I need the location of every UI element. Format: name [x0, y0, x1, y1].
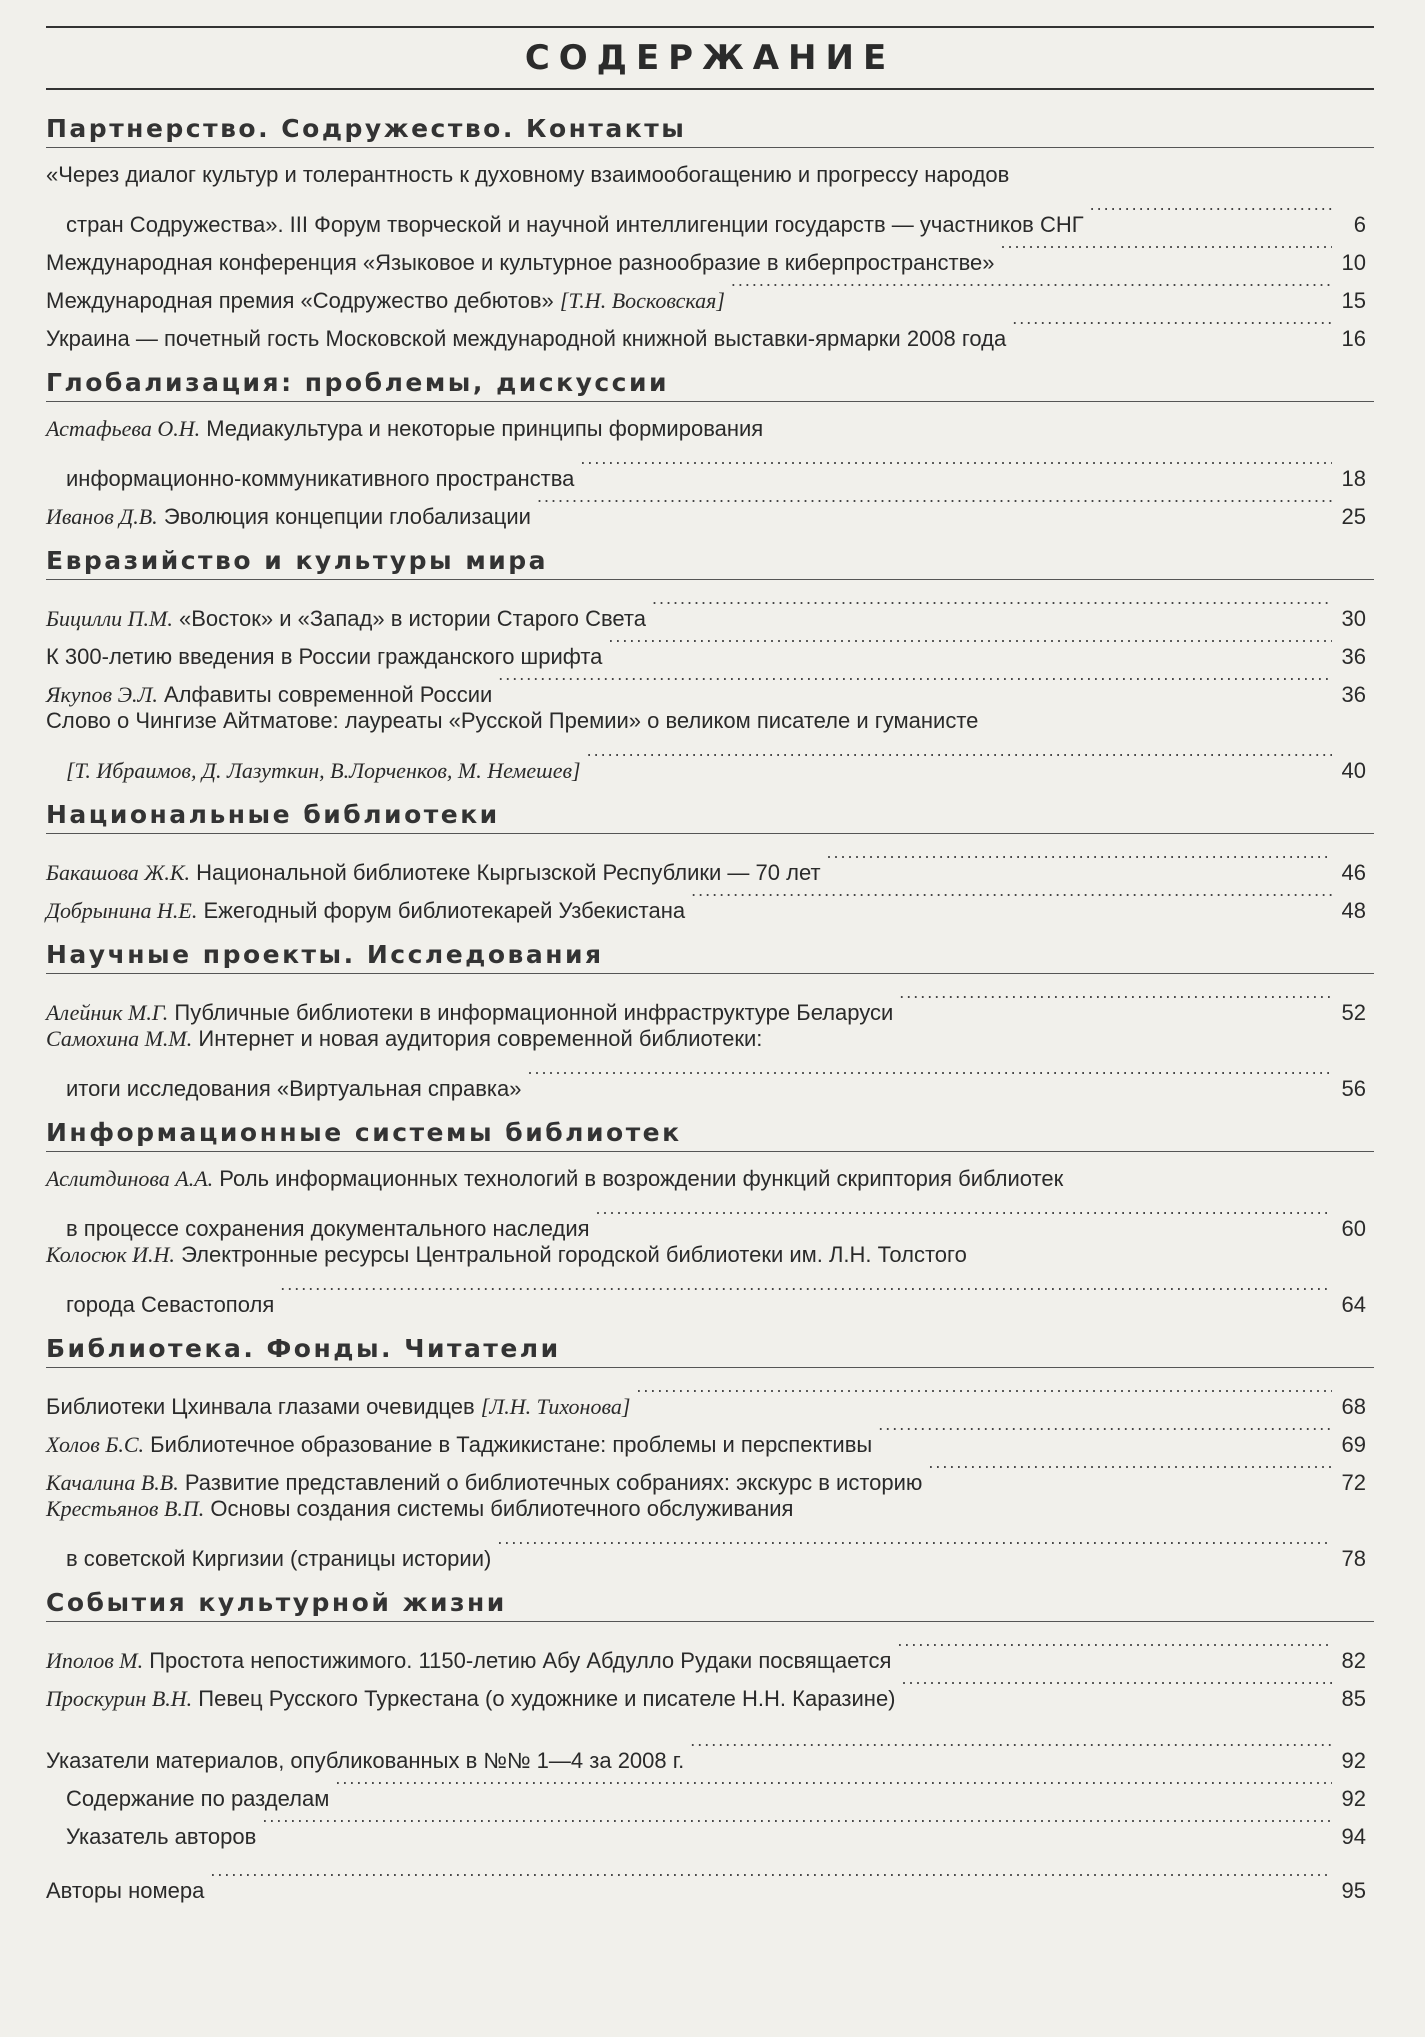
section-title: Информационные системы библиотек: [46, 1118, 1374, 1152]
section-title: Национальные библиотеки: [46, 800, 1374, 834]
entry-text: [46, 892, 685, 930]
entry-title: Библиотечное образование в Таджикистане: проблемы и перспективы: [150, 1432, 873, 1457]
dot-leader: [690, 1730, 1332, 1768]
toc-entry: [46, 156, 1374, 237]
dot-leader: [1090, 194, 1332, 232]
page-number: 46: [1341, 860, 1366, 885]
entry-title: города Севастополя: [66, 1292, 275, 1317]
dot-leader: [691, 880, 1332, 918]
toc-entry: [46, 1490, 1374, 1571]
toc-line: [46, 410, 1374, 448]
entry-text: [46, 156, 1009, 194]
entry-author: Крестьянов В.П.: [46, 1496, 205, 1521]
entry-title: Роль информационных технологий в возрождении функций скриптория библиотек: [219, 1166, 1064, 1191]
authors-list: [46, 1860, 1374, 1903]
entry-text: [46, 1426, 872, 1464]
entry-text: [46, 1236, 967, 1274]
dot-leader: [280, 1274, 1332, 1312]
toc-sections: [46, 114, 1374, 1711]
entry-text: [46, 1020, 762, 1058]
entry-title: стран Содружества». III Форум творческой и научной интеллигенции государств — участников СНГ: [66, 212, 1084, 237]
toc-line: [46, 1236, 1374, 1274]
dot-leader: [731, 270, 1332, 308]
toc-line: [46, 1274, 1374, 1317]
page-number: 78: [1341, 1546, 1366, 1571]
dot-leader: [596, 1198, 1332, 1236]
entry-title: К 300-летию введения в России гражданского шрифта: [46, 644, 603, 669]
section-title: Научные проекты. Исследования: [46, 940, 1374, 974]
page-number: 85: [1341, 1686, 1366, 1711]
entry-title: Публичные библиотеки в информационной инфраструктуре Беларуси: [174, 1000, 894, 1025]
toc-section: [46, 114, 1374, 351]
toc-line: [46, 1630, 1374, 1673]
entry-author: Самохина М.М.: [46, 1026, 193, 1051]
entry-text: [46, 1872, 204, 1910]
entry-title: Развитие представлений о библиотечных собраниях: экскурс в историю: [184, 1470, 923, 1495]
toc-section: [46, 1334, 1374, 1571]
entry-text: [46, 498, 531, 536]
entry-title: Указатель авторов: [66, 1824, 257, 1849]
toc-line: [46, 1160, 1374, 1198]
entry-title: Международная конференция «Языковое и культурное разнообразие в киберпространстве»: [46, 250, 995, 275]
toc-line: [46, 842, 1374, 885]
toc-line: [46, 1058, 1374, 1101]
page-number: 95: [1341, 1878, 1366, 1903]
entry-title: Содержание по разделам: [66, 1786, 330, 1811]
page-number: 16: [1341, 326, 1366, 351]
entry-author: Астафьева О.Н.: [46, 416, 201, 441]
entry-title: в процессе сохранения документального наследия: [66, 1216, 590, 1241]
page-number: 60: [1341, 1216, 1366, 1241]
toc-line: [46, 1376, 1374, 1419]
toc-line: [46, 982, 1374, 1025]
page-number: 56: [1341, 1076, 1366, 1101]
toc-line: [46, 1490, 1374, 1528]
page-number: 82: [1341, 1648, 1366, 1673]
entry-text: [46, 1642, 891, 1680]
entry-title: Эволюция концепции глобализации: [163, 504, 531, 529]
entry-text: [46, 282, 725, 320]
entry-title: Медиакультура и некоторые принципы формирования: [206, 416, 764, 441]
page-number: 18: [1341, 466, 1366, 491]
toc-line: [46, 156, 1374, 194]
page-number: 52: [1341, 1000, 1366, 1025]
entry-contributors: [Т.Н. Восковская]: [559, 288, 725, 313]
toc-entry: [46, 982, 1374, 1025]
toc-section: [46, 1588, 1374, 1711]
page-number: 92: [1341, 1748, 1366, 1773]
entry-title: Электронные ресурсы Центральной городской библиотеки им. Л.Н. Толстого: [181, 1242, 967, 1267]
entry-title: Указатели материалов, опубликованных в №№ 1—4 за 2008 г.: [46, 1748, 685, 1773]
entry-text: [66, 206, 1084, 244]
dot-leader: [528, 1058, 1333, 1096]
entry-title: Алфавиты современной России: [164, 682, 493, 707]
entry-title: информационно-коммуникативного пространства: [66, 466, 575, 491]
page-number: 40: [1341, 758, 1366, 783]
section-title: Библиотека. Фонды. Читатели: [46, 1334, 1374, 1368]
dot-leader: [652, 588, 1332, 626]
toc-section: [46, 940, 1374, 1101]
toc-line: [46, 1020, 1374, 1058]
entry-title: «Восток» и «Запад» в истории Старого Света: [179, 606, 646, 631]
dot-leader: [587, 740, 1332, 778]
dot-leader: [497, 1528, 1332, 1566]
entry-text: [66, 460, 574, 498]
page-number: 68: [1341, 1394, 1366, 1419]
page-number: 25: [1341, 504, 1366, 529]
entry-text: [46, 320, 1006, 358]
entry-contributors: [Т. Ибраимов, Д. Лазуткин, В.Лорченков, М. Немешев]: [66, 758, 581, 783]
entry-title: Простота непостижимого. 1150-летию Абу Абдулло Рудаки посвящается: [149, 1648, 892, 1673]
entry-author: Холов Б.С.: [46, 1432, 145, 1457]
toc-line: [46, 1528, 1374, 1571]
entry-author: Добрынина Н.Е.: [46, 898, 198, 923]
entry-title: Библиотеки Цхинвала глазами очевидцев: [46, 1394, 475, 1419]
page-number: 94: [1341, 1824, 1366, 1849]
dot-leader: [210, 1860, 1332, 1898]
page-number: 72: [1341, 1470, 1366, 1495]
entry-author: Алейник М.Г.: [46, 1000, 169, 1025]
toc-line: [46, 1860, 1374, 1903]
page-number: 15: [1341, 288, 1366, 313]
entry-author: Проскурин В.Н.: [46, 1686, 193, 1711]
dot-leader: [636, 1376, 1332, 1414]
dot-leader: [537, 486, 1332, 524]
entry-title: Украина — почетный гость Московской международной книжной выставки-ярмарки 2008 года: [46, 326, 1007, 351]
entry-author: Иполов М.: [46, 1648, 144, 1673]
page-number: 6: [1353, 212, 1366, 237]
dot-leader: [1012, 308, 1332, 346]
page-number: 48: [1341, 898, 1366, 923]
entry-title: Авторы номера: [46, 1878, 205, 1903]
entry-text: [66, 1818, 256, 1856]
entry-text: [46, 1160, 1063, 1198]
section-title: Партнерство. Содружество. Контакты: [46, 114, 1374, 148]
entry-author: Колосюк И.Н.: [46, 1242, 175, 1267]
entry-author: Бакашова Ж.К.: [46, 860, 190, 885]
section-title: Евразийство и культуры мира: [46, 546, 1374, 580]
dot-leader: [827, 842, 1332, 880]
entry-contributors: [Л.Н. Тихонова]: [480, 1394, 631, 1419]
section-title: События культурной жизни: [46, 1588, 1374, 1622]
toc-entry: [46, 842, 1374, 885]
entry-title: Слово о Чингизе Айтматове: лауреаты «Русской Премии» о великом писателе и гуманисте: [46, 708, 979, 733]
section-title: Глобализация: проблемы, дискуссии: [46, 368, 1374, 402]
page-number: 64: [1341, 1292, 1366, 1317]
entry-text: [66, 1540, 491, 1578]
entry-text: [66, 1286, 274, 1324]
entry-title: «Через диалог культур и толерантность к духовному взаимообогащению и прогрессу народов: [46, 162, 1010, 187]
entry-title: Певец Русского Туркестана (о художнике и писателе Н.Н. Каразине): [198, 1686, 896, 1711]
toc-line: [46, 448, 1374, 491]
entry-title: Основы создания системы библиотечного обслуживания: [210, 1496, 794, 1521]
entry-text: [46, 1388, 630, 1426]
page-number: 10: [1341, 250, 1366, 275]
dot-leader: [897, 1630, 1332, 1668]
entry-text: [46, 1680, 896, 1718]
dot-leader: [335, 1768, 1332, 1806]
entry-text: [46, 1490, 793, 1528]
toc-line: [46, 702, 1374, 740]
toc-section: [46, 800, 1374, 923]
toc-entry: [46, 1160, 1374, 1241]
page-number: 36: [1341, 682, 1366, 707]
toc-entry: [46, 588, 1374, 631]
entry-title: Ежегодный форум библиотекарей Узбекистана: [203, 898, 686, 923]
toc-section: [46, 546, 1374, 783]
entry-author: Якупов Э.Л.: [46, 682, 158, 707]
entry-text: [66, 752, 581, 790]
entry-title: Международная премия «Содружество дебютов»: [46, 288, 554, 313]
toc-entry: [46, 1236, 1374, 1317]
toc-line: [46, 588, 1374, 631]
page-number: 69: [1341, 1432, 1366, 1457]
dot-leader: [878, 1414, 1332, 1452]
dot-leader: [498, 664, 1332, 702]
dot-leader: [928, 1452, 1332, 1490]
toc-line: [46, 1198, 1374, 1241]
toc-entry: [46, 1376, 1374, 1419]
dot-leader: [1001, 232, 1332, 270]
page-number: 92: [1341, 1786, 1366, 1811]
toc-entry: [46, 1020, 1374, 1101]
dot-leader: [902, 1668, 1332, 1706]
dot-leader: [262, 1806, 1332, 1844]
dot-leader: [608, 626, 1332, 664]
entry-title: Национальной библиотеке Кыргызской Республики — 70 лет: [196, 860, 821, 885]
entry-author: Качалина В.В.: [46, 1470, 179, 1495]
entry-title: итоги исследования «Виртуальная справка»: [66, 1076, 522, 1101]
toc-line: [46, 740, 1374, 783]
toc-entry: [46, 702, 1374, 783]
entry-title: Интернет и новая аудитория современной библиотеки:: [198, 1026, 763, 1051]
toc-entry: [46, 1630, 1374, 1673]
index-list: [46, 1730, 1374, 1849]
entry-text: [46, 600, 646, 638]
toc-entry: [46, 410, 1374, 491]
entry-text: [66, 1070, 522, 1108]
toc-line: [46, 1730, 1374, 1773]
page-number: 30: [1341, 606, 1366, 631]
dot-leader: [899, 982, 1332, 1020]
toc-section: [46, 1118, 1374, 1317]
entry-author: Иванов Д.В.: [46, 504, 158, 529]
entry-author: Бицилли П.М.: [46, 606, 173, 631]
entry-text: [46, 410, 763, 448]
toc-line: [46, 194, 1374, 237]
entry-author: Аслитдинова А.А.: [46, 1166, 214, 1191]
toc-section: [46, 368, 1374, 529]
title-bar: [46, 26, 1374, 90]
toc-page: [46, 26, 1374, 1903]
dot-leader: [580, 448, 1332, 486]
page-title: СОДЕРЖАНИЕ: [524, 38, 896, 78]
page-number: 36: [1341, 644, 1366, 669]
entry-text: [46, 702, 978, 740]
entry-title: в советской Киргизии (страницы истории): [66, 1546, 492, 1571]
